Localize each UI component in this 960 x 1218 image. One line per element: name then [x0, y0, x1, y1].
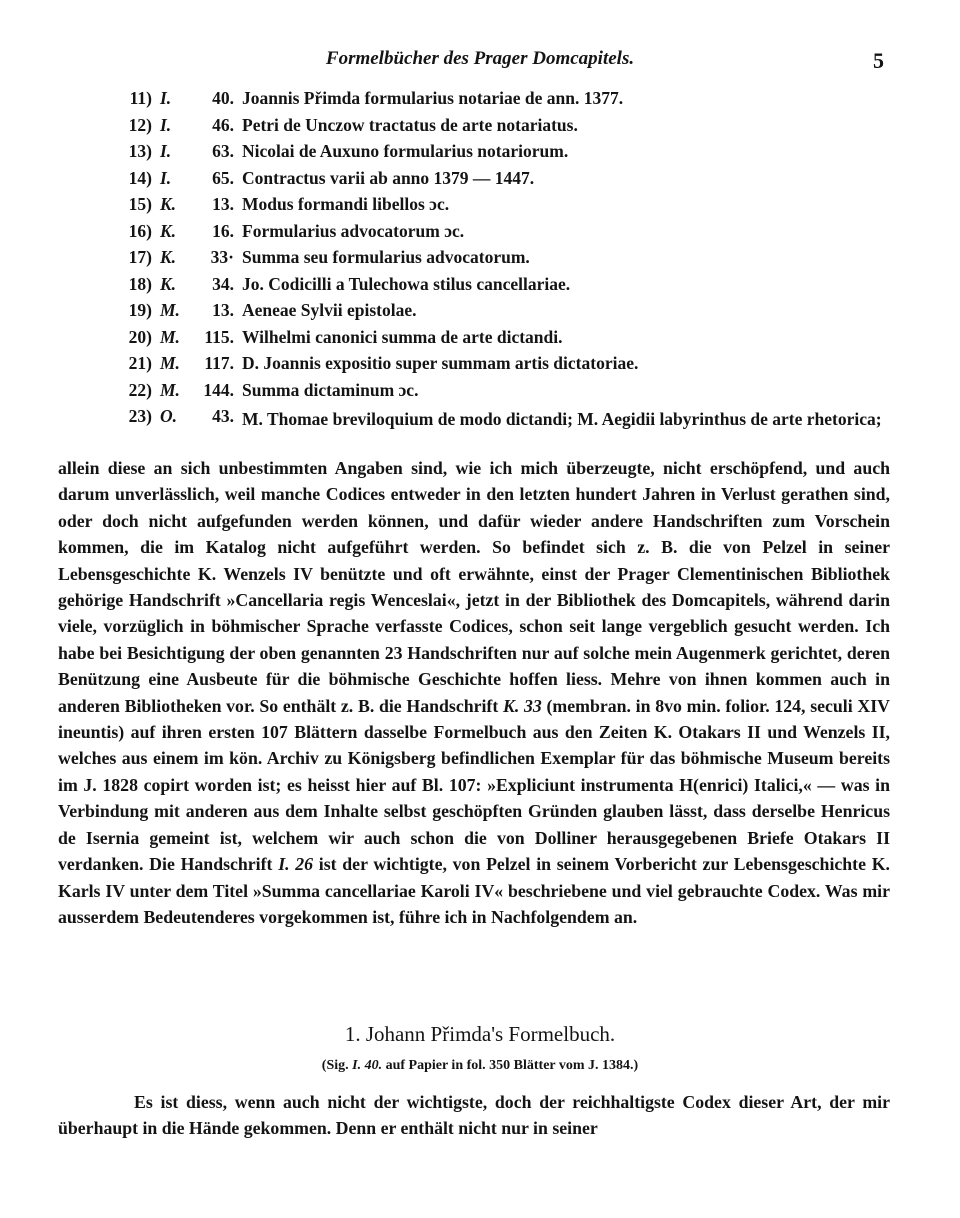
item-signature: I. [160, 88, 172, 108]
list-item [0, 247, 960, 274]
list-item [0, 406, 960, 458]
list-item [0, 380, 960, 407]
signature-reference: I. 40. [352, 1058, 383, 1073]
item-folio: 34. [212, 273, 234, 294]
item-number: 14) [128, 167, 152, 188]
manuscript-list [0, 88, 960, 458]
body-text-part: (membran. in 8vo min. folior. 124, seculi XIV ineuntis) auf ihren ersten 107 Blättern dasselbe Formelbuch aus den Zeiten K. Otakars II und Wenzels II, welches aus einem im kön. Archiv zu Königsberg befindlichen Exemplar für das böhmische Museum bereits im J. 1828 copirt worden ist; es heisst hier auf Bl. 107: »Expliciunt instrumenta H(enrici) Italici,« — was in Verbindung mit anderen aus dem Inhalte selbst geschöpften Gründen glauben lässt, dass derselbe Henricus de Isernia gemeint ist, welchem wir auch schon die von Dolliner herausgegebenen Briefe Otakars II verdanken. Die Handschrift [58, 695, 890, 875]
list-item [0, 194, 960, 221]
item-title: Jo. Codicilli a Tulechowa stilus cancellariae. [242, 273, 571, 294]
signature-reference: K. 33 [503, 695, 542, 716]
page-header [0, 48, 960, 78]
item-folio: 13. [212, 300, 234, 320]
item-title: Contractus varii ab anno 1379 — 1447. [242, 167, 535, 188]
item-signature: K. [160, 247, 177, 267]
list-item [0, 88, 960, 115]
item-title: Joannis Přimda formularius notariae de ann. 1377. [242, 88, 624, 108]
running-title: Formelbücher des Prager Domcapitels. [325, 48, 635, 69]
item-number: 21) [128, 353, 152, 373]
item-folio: 40. [212, 88, 234, 108]
body-text-part: allein diese an sich unbestimmten Angaben sind, wie ich mich überzeugte, nicht erschöpfend, und auch darum unverlässlich, weil manche Codices entweder in den letzten hundert Jahren in Verlust gerathen sind, oder doch nicht aufgefunden werden können, und dafür wieder andere Handschriften zum Vorschein kommen, die im Katalog nicht aufgeführt werden. So befindet sich z. B. die von Pelzel in seiner Lebensgeschichte K. Wenzels IV benützte und oft erwähnte, einst der Prager Clementinischen Bibliothek gehörige Handschrift »Cancellaria regis Wenceslai«, jetzt in der Bibliothek des Domcapitels, während darin viele, vorzüglich in böhmischer Sprache verfasste Codices, schon seit lange vergeblich gesucht werden. Ich habe bei Besichtigung der oben genannten 23 Handschriften nur auf solche mein Augenmerk gerichtet, deren Benützung eine Ausbeute für die böhmische Geschichte hoffen liess. Mehre von ihnen kommen auch in anderen Bibliotheken vor. So enthält z. B. die Handschrift [58, 458, 890, 716]
item-folio: 117. [204, 353, 234, 373]
body-text-part: ist der wichtigte, von Pelzel in seinem Vorbericht zur Lebensgeschichte K. Karls IV unter dem Titel »Summa cancellariae Karoli IV« beschriebene und viel gebrauchte Codex. Was mir ausserdem Bedeutenderes vorgekommen ist, führe ich in Nachfolgendem an. [58, 854, 890, 927]
item-signature: M. [160, 353, 180, 373]
section-subheading [0, 1058, 960, 1074]
item-signature: I. [160, 167, 172, 188]
item-signature: K. [160, 220, 177, 241]
section-paragraph: Es ist diess, wenn auch nicht der wichtigste, doch der reichhaltigste Codex dieser Art, der mir überhaupt in die Hände gekommen. Denn er enthält nicht nur in seiner [58, 1092, 890, 1139]
list-item [0, 353, 960, 380]
item-signature: I. [160, 114, 172, 135]
item-folio: 16. [212, 220, 234, 241]
item-number: 13) [128, 141, 152, 161]
section-heading: 1. Johann Přimda's Formelbuch. [344, 1022, 616, 1046]
page-number: 5 [873, 48, 884, 73]
item-folio: 63. [212, 141, 234, 161]
item-number: 19) [128, 300, 152, 320]
item-folio: 33· [210, 247, 234, 267]
list-item [0, 327, 960, 354]
item-signature: M. [160, 300, 180, 320]
list-item [0, 168, 960, 195]
item-number: 12) [128, 114, 152, 135]
item-signature: K. [160, 194, 177, 214]
list-item [0, 221, 960, 248]
item-folio: 46. [212, 114, 234, 135]
item-signature: M. [160, 379, 180, 400]
item-title: Nicolai de Auxuno formularius notariorum. [242, 141, 569, 161]
item-folio: 115. [204, 326, 234, 347]
item-folio: 43. [212, 406, 234, 426]
item-title: D. Joannis expositio super summam artis dictatoriae. [242, 353, 639, 373]
item-number: 15) [128, 194, 152, 214]
item-title: Petri de Unczow tractatus de arte notariatus. [242, 114, 578, 135]
list-item [0, 141, 960, 168]
item-signature: O. [160, 406, 178, 426]
list-item [0, 115, 960, 142]
item-number: 22) [128, 379, 152, 400]
item-title: Wilhelmi canonici summa de arte dictandi. [242, 326, 563, 347]
subheading-suffix: auf Papier in fol. 350 Blätter vom J. 1384.) [382, 1058, 639, 1073]
item-number: 16) [128, 220, 152, 241]
body-paragraph [58, 455, 890, 930]
item-signature: I. [160, 141, 172, 161]
item-title: Modus formandi libellos ɔc. [242, 194, 450, 214]
item-number: 23) [128, 406, 152, 426]
item-number: 20) [128, 326, 152, 347]
list-item [0, 274, 960, 301]
item-signature: K. [160, 273, 177, 294]
item-title: Formularius advocatorum ɔc. [242, 220, 465, 241]
item-title: Aeneae Sylvii epistolae. [242, 300, 417, 320]
item-signature: M. [160, 326, 180, 347]
item-folio: 13. [212, 194, 234, 214]
item-title: Summa seu formularius advocatorum. [242, 247, 530, 267]
item-number: 18) [128, 273, 152, 294]
item-number: 11) [129, 88, 152, 108]
item-number: 17) [128, 247, 152, 267]
signature-reference: I. 26 [278, 854, 314, 875]
item-title: Summa dictaminum ɔc. [242, 379, 419, 400]
subheading-prefix: (Sig. [321, 1058, 353, 1073]
item-folio: 144. [203, 379, 234, 400]
list-item [0, 300, 960, 327]
item-title: M. Thomae breviloquium de modo dictandi; M. Aegidii labyrinthus de arte rhetorica; [242, 409, 882, 429]
item-folio: 65. [212, 167, 234, 188]
